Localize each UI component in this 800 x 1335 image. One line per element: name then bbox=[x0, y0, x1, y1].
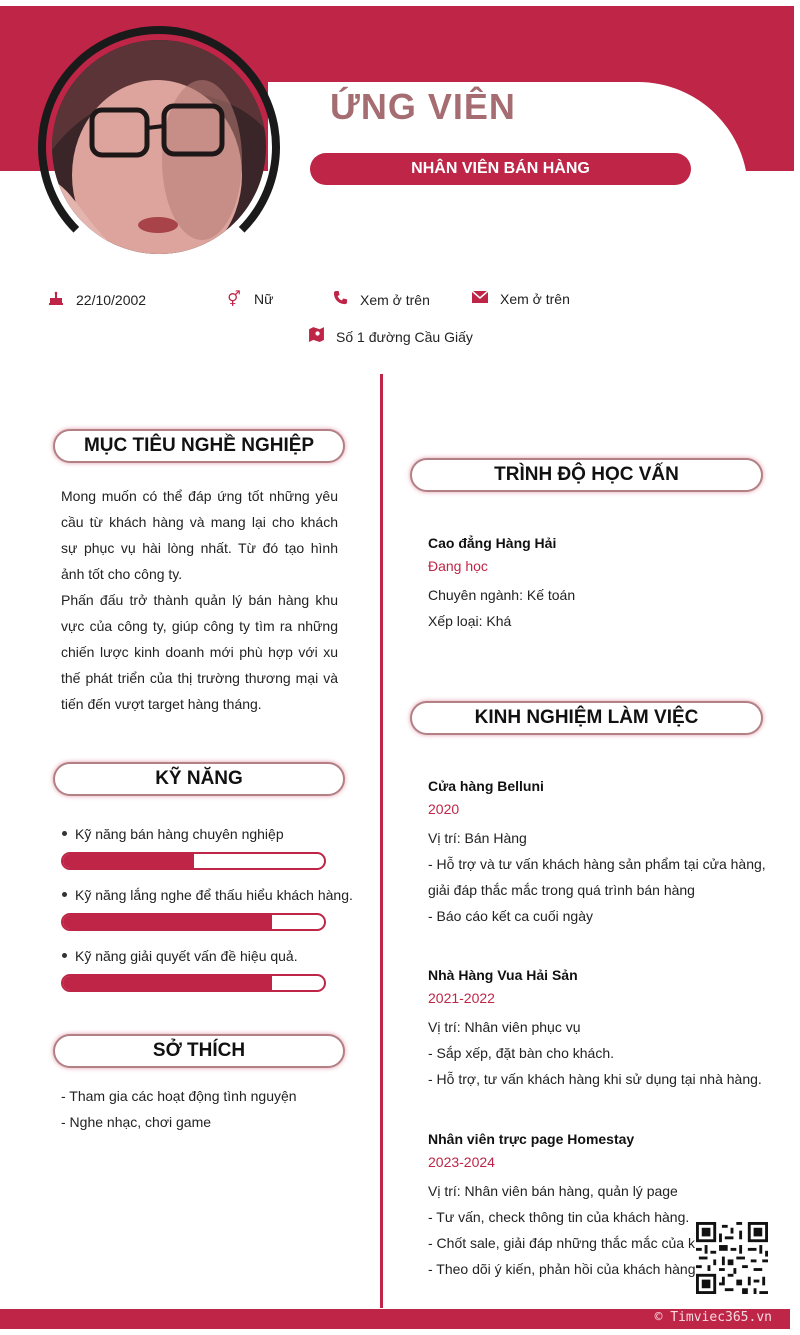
avatar bbox=[52, 40, 266, 254]
school-name: Cao đẳng Hàng Hải bbox=[428, 535, 557, 551]
job-line: - Hỗ trợ và tư vấn khách hàng sản phẩm tại cửa hàng, giải đáp thắc mắc trong quá trình bán hàng bbox=[428, 856, 766, 898]
gender-icon: ⚥ bbox=[227, 291, 241, 308]
job-line: Vị trí: Bán Hàng bbox=[428, 830, 527, 846]
phone-icon bbox=[332, 290, 348, 309]
education-entry bbox=[428, 530, 778, 634]
column-divider bbox=[380, 374, 383, 1308]
skill-bar-fill bbox=[63, 854, 194, 868]
skill-item: Kỹ năng bán hàng chuyên nghiệp bbox=[62, 826, 284, 842]
job-line: - Chốt sale, giải đáp những thắc mắc của k bbox=[428, 1235, 695, 1251]
job-title-badge: NHÂN VIÊN BÁN HÀNG bbox=[310, 153, 691, 185]
job-period: 2021-2022 bbox=[428, 990, 495, 1006]
avatar-photo bbox=[52, 40, 266, 254]
address-value: Số 1 đường Cầu Giấy bbox=[336, 328, 473, 345]
company-name: Nhân viên trực page Homestay bbox=[428, 1131, 635, 1147]
phone-row bbox=[332, 290, 430, 309]
cake-icon bbox=[48, 290, 64, 310]
bullet-icon bbox=[62, 892, 67, 897]
job-line: Vị trí: Nhân viên bán hàng, quản lý page bbox=[428, 1183, 678, 1199]
company-name: Nhà Hàng Vua Hải Sản bbox=[428, 967, 578, 983]
experience-entry bbox=[428, 962, 778, 1092]
experience-heading: KINH NGHIỆM LÀM VIỆC bbox=[410, 701, 763, 735]
skill-bar-fill bbox=[63, 976, 272, 990]
address-row bbox=[308, 326, 473, 347]
phone-value: Xem ở trên bbox=[360, 291, 430, 308]
experience-entry bbox=[428, 1126, 698, 1282]
email-value: Xem ở trên bbox=[500, 290, 570, 307]
skill-bar bbox=[61, 852, 326, 870]
gender-row bbox=[226, 290, 273, 308]
job-line: - Theo dõi ý kiến, phản hồi của khách hàng bbox=[428, 1261, 696, 1277]
skill-bar bbox=[61, 913, 326, 931]
gender-value: Nữ bbox=[254, 291, 274, 307]
education-heading: TRÌNH ĐỘ HỌC VẤN bbox=[410, 458, 763, 492]
map-pin-icon bbox=[308, 326, 324, 347]
job-line: - Tư vấn, check thông tin của khách hàng. bbox=[428, 1209, 690, 1225]
skill-item: Kỹ năng giải quyết vấn đề hiệu quả. bbox=[62, 948, 298, 964]
skills-heading: KỸ NĂNG bbox=[53, 762, 345, 796]
birthday-row bbox=[48, 290, 146, 310]
skill-item: Kỹ năng lắng nghe để thấu hiểu khách hàng. bbox=[62, 887, 353, 903]
job-line: - Báo cáo kết ca cuối ngày bbox=[428, 908, 593, 924]
qr-code-icon bbox=[696, 1222, 768, 1294]
birthday-value: 22/10/2002 bbox=[76, 292, 147, 308]
objective-heading: MỤC TIÊU NGHỀ NGHIỆP bbox=[53, 429, 345, 463]
skill-bar-fill bbox=[63, 915, 272, 929]
skill-bar bbox=[61, 974, 326, 992]
education-major: Chuyên ngành: Kế toán bbox=[428, 587, 576, 603]
job-line: - Sắp xếp, đặt bàn cho khách. bbox=[428, 1045, 615, 1061]
hobby-item: - Nghe nhạc, chơi game bbox=[61, 1114, 212, 1130]
job-period: 2020 bbox=[428, 801, 460, 817]
job-line: - Hỗ trợ, tư vấn khách hàng khi sử dụng tại nhà hàng. bbox=[428, 1071, 762, 1087]
hobby-item: - Tham gia các hoạt động tình nguyện bbox=[61, 1088, 297, 1104]
education-grade: Xếp loại: Khá bbox=[428, 613, 512, 629]
watermark-text: © Timviec365.vn bbox=[654, 1310, 772, 1325]
job-period: 2023-2024 bbox=[428, 1154, 495, 1170]
hobbies-heading: SỞ THÍCH bbox=[53, 1034, 345, 1068]
bullet-icon bbox=[62, 953, 67, 958]
company-name: Cửa hàng Belluni bbox=[428, 778, 544, 794]
candidate-name: ỨNG VIÊN bbox=[330, 86, 516, 127]
email-row bbox=[472, 290, 570, 307]
objective-paragraph-2: Phấn đấu trở thành quản lý bán hàng khu vực của công ty, giúp công ty tìm ra những chiến lược kinh doanh mới phù hợp với xu thế phát triển của thị trường thương mại và tiến đến vượt target hàng tháng. bbox=[61, 592, 338, 712]
education-status: Đang học bbox=[428, 558, 488, 574]
objective-paragraph-1: Mong muốn có thể đáp ứng tốt những yêu cầu từ khách hàng và mang lại cho khách sự phục vụ hài lòng nhất. Từ đó tạo hình ảnh tốt cho công ty. bbox=[61, 488, 338, 582]
experience-entry bbox=[428, 773, 773, 929]
job-line: Vị trí: Nhân viên phục vụ bbox=[428, 1019, 581, 1035]
envelope-icon bbox=[472, 290, 488, 307]
bullet-icon bbox=[62, 831, 67, 836]
